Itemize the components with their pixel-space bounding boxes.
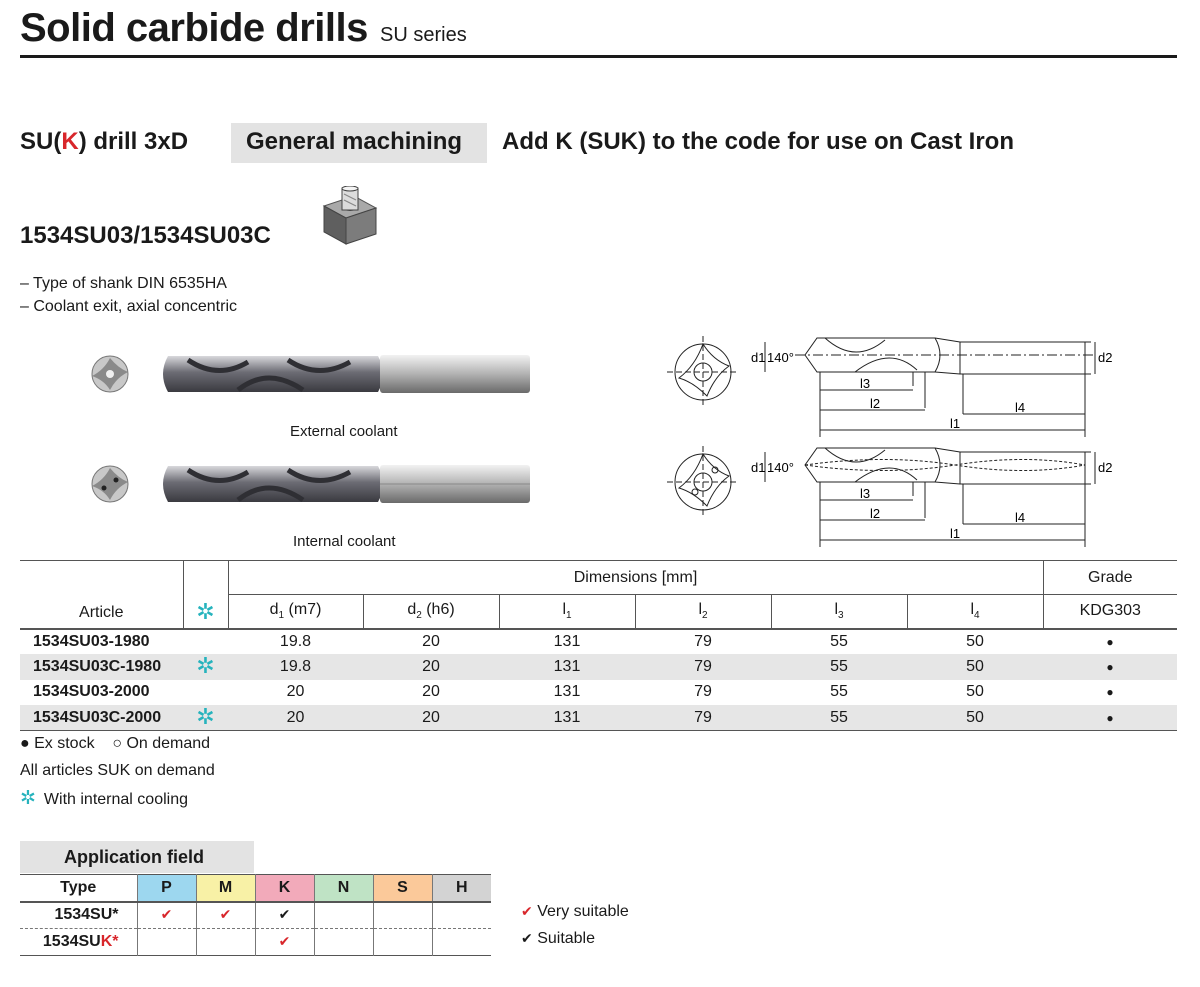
- grade-name: KDG303: [1079, 602, 1141, 620]
- article-cell: 1534SU03C-2000: [20, 705, 183, 731]
- angle-label: 140°: [767, 350, 794, 365]
- material-n: N: [314, 875, 373, 902]
- ex-stock-legend: ● Ex stock: [20, 735, 95, 752]
- col-l4: $l_4$: [907, 595, 1043, 629]
- black-check-icon: ✔: [521, 930, 533, 946]
- d2-cell: 20: [422, 632, 440, 650]
- suitable-text: Suitable: [537, 930, 596, 947]
- page-title: Solid carbide drills: [20, 6, 368, 50]
- coolant-cell: ✲: [196, 704, 215, 730]
- l1-cell: 131: [553, 632, 581, 650]
- shank-type: – Type of shank DIN 6535HA: [20, 275, 227, 292]
- internal-cooling-icon: ✲: [20, 788, 36, 809]
- grade-cell: ●: [1106, 710, 1114, 725]
- type-header: Type: [20, 875, 137, 902]
- d2-cell: 20: [422, 683, 440, 701]
- d2-label-internal: d2: [1098, 460, 1113, 475]
- drill-internal-coolant-image: [88, 460, 538, 520]
- grade-header: Grade: [1043, 561, 1177, 595]
- l4-label: l4: [1015, 400, 1026, 415]
- application-row: [20, 929, 491, 956]
- mark-cell: [432, 902, 491, 929]
- material-s: S: [373, 875, 432, 902]
- mark-cell: [255, 929, 314, 956]
- title-divider: [20, 55, 1177, 58]
- drill-external-coolant-image: [88, 350, 538, 410]
- drill-name-k: K: [61, 128, 79, 155]
- angle-label-internal: 140°: [767, 460, 794, 475]
- drill-tip-end-view-coolant: [92, 466, 128, 502]
- stock-legend: [20, 735, 210, 753]
- type-cell: [20, 929, 137, 956]
- d1-cell: 19.8: [279, 632, 312, 650]
- l3-cell: 55: [830, 632, 848, 650]
- d2-cell: 20: [363, 654, 499, 680]
- l3-cell: 55: [771, 705, 907, 731]
- suitable-legend: [521, 925, 629, 952]
- very-suitable-check-icon: ✔: [278, 933, 291, 949]
- suk-note: All articles SUK on demand: [20, 762, 215, 779]
- suitable-check-icon: ✔: [278, 906, 291, 923]
- l1-cell: 131: [499, 705, 635, 731]
- mark-cell: [137, 929, 196, 956]
- coolant-symbol-header: ✲: [196, 598, 215, 624]
- l3-label-internal: l3: [860, 486, 871, 501]
- on-demand-legend: ○ On demand: [112, 735, 211, 752]
- col-l2: $l_2$: [635, 595, 771, 629]
- material-p: P: [137, 875, 196, 902]
- grade-cell: ●: [1106, 659, 1114, 674]
- suitability-legend: [521, 898, 629, 952]
- grade-cell: ●: [1106, 634, 1114, 649]
- external-coolant-caption: External coolant: [290, 423, 398, 440]
- type-k: K*: [100, 933, 119, 950]
- table-row: [20, 705, 1177, 731]
- l2-cell: 79: [635, 705, 771, 731]
- drill-name-suffix: ) drill 3xD: [78, 128, 189, 155]
- material-h: H: [432, 875, 491, 902]
- coolant-exit: – Coolant exit, axial concentric: [20, 298, 237, 315]
- very-suitable-text: Very suitable: [537, 903, 629, 920]
- l3-cell: 55: [771, 654, 907, 680]
- application-row: [20, 902, 491, 929]
- col-l1: $l_1$: [499, 595, 635, 629]
- l3-label: l3: [860, 376, 871, 391]
- mark-cell: [196, 929, 255, 956]
- red-check-icon: ✔: [521, 903, 533, 919]
- l2-cell: 79: [694, 683, 712, 701]
- col-d2: $d_2$ (h6): [363, 595, 499, 629]
- table-row: [20, 629, 1177, 655]
- d2-cell: 20: [363, 705, 499, 731]
- drill-tip-end-view: [92, 356, 128, 392]
- external-coolant-drawing: [655, 330, 1125, 440]
- l1-cell: 131: [553, 683, 581, 701]
- drill-name: [20, 128, 188, 156]
- l2-label-internal: l2: [870, 506, 881, 521]
- article-cell: 1534SU03-2000: [33, 683, 150, 701]
- mark-cell: [373, 902, 432, 929]
- type-cell: [20, 902, 137, 929]
- internal-coolant-caption: Internal coolant: [293, 533, 396, 550]
- table-row: [20, 654, 1177, 680]
- mark-cell: [137, 902, 196, 929]
- cast-iron-note: Add K (SUK) to the code for use on Cast Iron: [502, 128, 1015, 155]
- material-k: K: [255, 875, 314, 902]
- mark-cell: [432, 929, 491, 956]
- very-suitable-check-icon: ✔: [219, 906, 232, 923]
- article-codes: 1534SU03/1534SU03C: [20, 222, 271, 249]
- table-row: [20, 680, 1177, 706]
- col-d1: $d_1$ (m7): [228, 595, 363, 629]
- series-label: SU series: [380, 24, 467, 46]
- mark-cell: [196, 902, 255, 929]
- d1-cell: 20: [228, 705, 363, 731]
- l4-cell: 50: [907, 654, 1043, 680]
- l1-label: l1: [950, 416, 961, 431]
- mark-cell: [373, 929, 432, 956]
- d1-label: d1: [751, 350, 766, 365]
- drill-name-prefix: SU(: [20, 128, 62, 155]
- cooling-legend: [20, 789, 188, 809]
- internal-coolant-drawing: [655, 440, 1125, 550]
- l1-cell: 131: [499, 654, 635, 680]
- l2-cell: 79: [635, 654, 771, 680]
- col-l3: $l_3$: [771, 595, 907, 629]
- article-header: Article: [20, 561, 183, 629]
- blind-hole-icon: [320, 186, 380, 250]
- type-main: 1534SU: [54, 906, 113, 924]
- d2-label: d2: [1098, 350, 1113, 365]
- machining-label: General machining: [246, 128, 463, 155]
- very-suitable-legend: [521, 898, 629, 925]
- dimensions-header: Dimensions [mm]: [228, 561, 1043, 595]
- l4-cell: 50: [907, 705, 1043, 731]
- mark-cell: [314, 929, 373, 956]
- article-cell: 1534SU03-1980: [33, 632, 150, 650]
- article-cell: 1534SU03C-1980: [20, 654, 183, 680]
- l4-label-internal: l4: [1015, 510, 1026, 525]
- d1-cell: 19.8: [228, 654, 363, 680]
- application-field-table: [20, 874, 491, 956]
- grade-cell: ●: [1106, 685, 1114, 700]
- mark-cell: [255, 902, 314, 929]
- l4-cell: 50: [966, 632, 984, 650]
- very-suitable-check-icon: ✔: [160, 906, 173, 923]
- l1-label-internal: l1: [950, 526, 961, 541]
- l4-cell: 50: [966, 683, 984, 701]
- cooling-legend-text: With internal cooling: [43, 791, 188, 808]
- application-field-title: Application field: [64, 847, 205, 867]
- type-star: *: [112, 906, 119, 924]
- dimensions-table: [20, 560, 1177, 731]
- d1-cell: 20: [286, 683, 305, 701]
- d1-label-internal: d1: [751, 460, 766, 475]
- type-main: 1534SU: [42, 933, 101, 950]
- l2-label: l2: [870, 396, 881, 411]
- material-m: M: [196, 875, 255, 902]
- coolant-cell: ✲: [196, 653, 215, 679]
- mark-cell: [314, 902, 373, 929]
- l3-cell: 55: [830, 683, 848, 701]
- l2-cell: 79: [694, 632, 712, 650]
